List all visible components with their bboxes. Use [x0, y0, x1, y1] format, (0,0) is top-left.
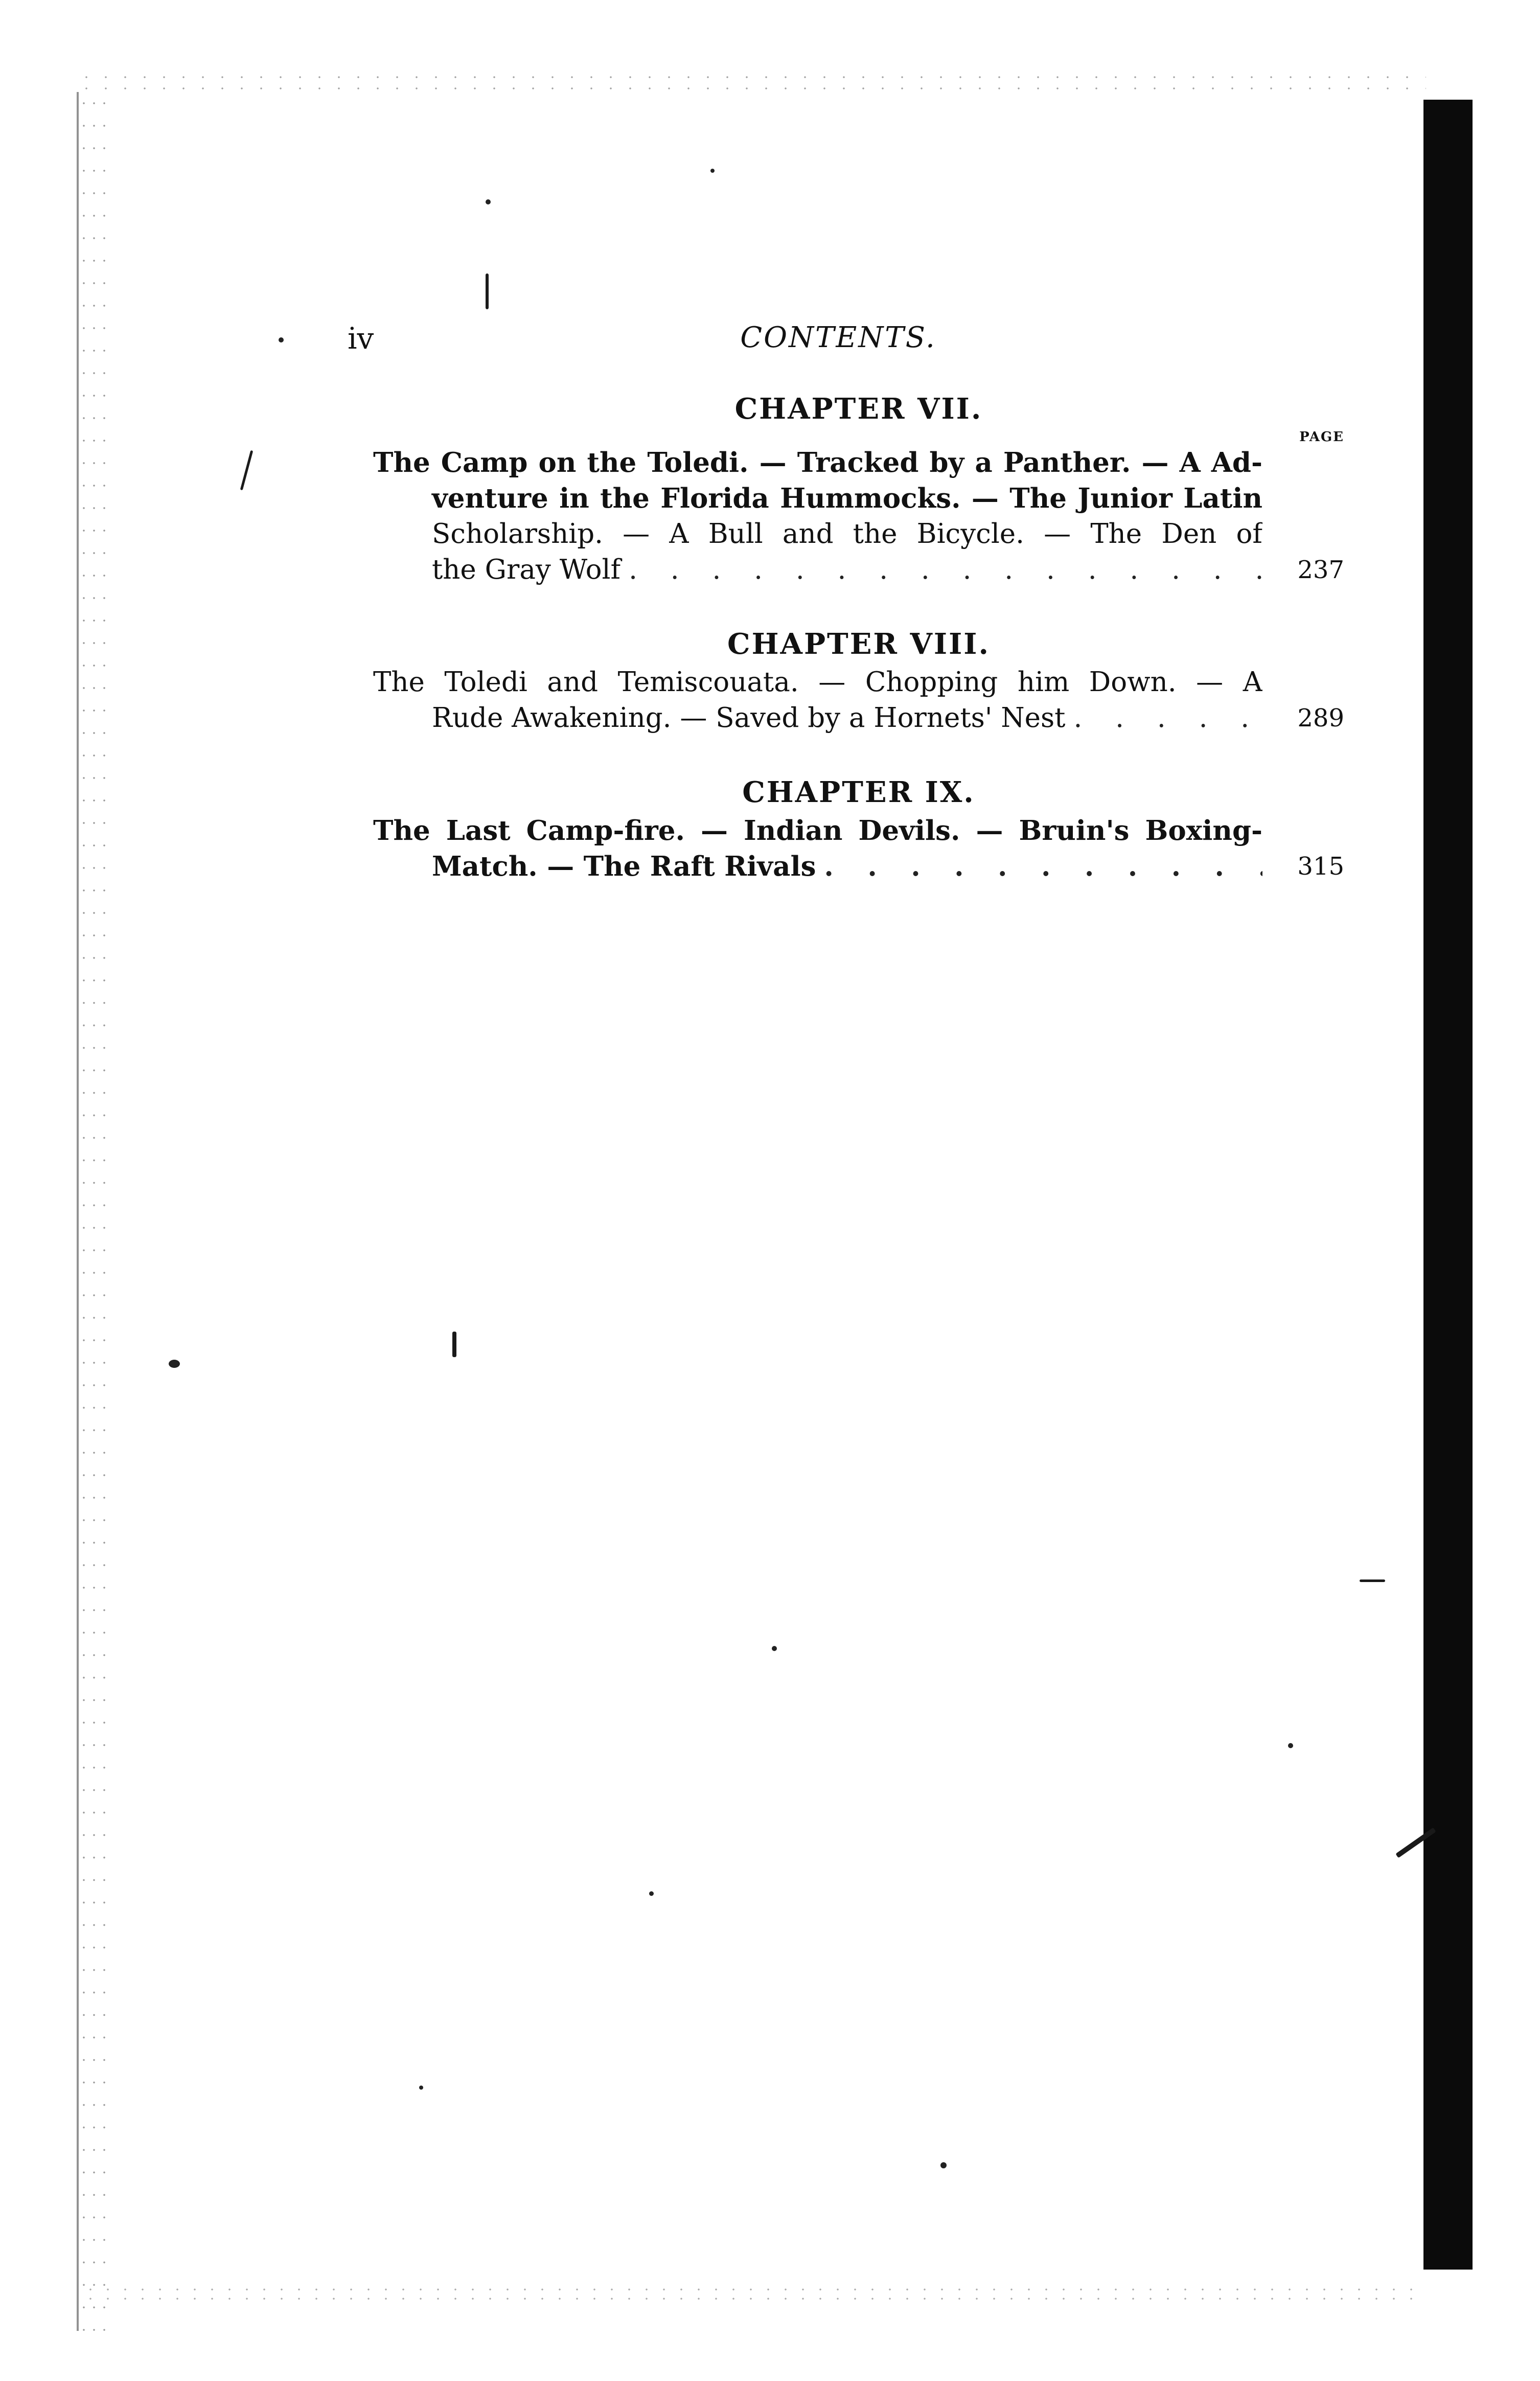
stroke-mark	[452, 1332, 456, 1357]
chapter-heading: CHAPTER VII.	[734, 392, 983, 426]
page-number: iv	[348, 321, 374, 356]
entry-page-number: 289	[1297, 704, 1344, 732]
scan-edge-top	[77, 72, 1426, 92]
page-column-label: PAGE	[1299, 429, 1344, 445]
dot-leader	[1065, 700, 1262, 736]
speck	[649, 1891, 654, 1896]
speck	[772, 1646, 777, 1651]
entry-line: venture in the Florida Hummocks. — The Junior Latin	[432, 483, 1262, 514]
speck	[279, 337, 284, 342]
dot-leader	[620, 552, 1262, 588]
speck	[169, 1360, 180, 1368]
chapter-block	[373, 624, 1344, 736]
chapter-block	[373, 772, 1344, 884]
entry-line: The Last Camp-fire. — Indian Devils. — Bruin's Boxing-	[373, 815, 1262, 846]
entry-line-text: Rude Awakening. — Saved by a Hornets' Nest	[432, 702, 1066, 734]
entry-line: The Toledi and Temiscouata. — Chopping him Down. — A	[373, 667, 1262, 698]
entry-line: Scholarship. — A Bull and the Bicycle. — The Den of	[432, 518, 1262, 550]
toc-entry	[373, 665, 1344, 736]
entry-line	[373, 700, 1262, 736]
scan-edge-left	[77, 92, 109, 2331]
speck	[710, 169, 715, 173]
chapter-heading: CHAPTER VIII.	[727, 627, 990, 661]
running-head	[337, 321, 1339, 367]
chapter-block	[373, 388, 1344, 588]
toc-entry	[373, 813, 1344, 884]
chapter-heading: CHAPTER IX.	[742, 775, 975, 809]
speck	[486, 199, 491, 204]
entry-line	[373, 849, 1262, 884]
speck	[1288, 1743, 1293, 1748]
scan-binding-shadow	[1423, 100, 1473, 2270]
entry-line: The Camp on the Toledi. — Tracked by a Panther. — A Ad-	[373, 447, 1262, 478]
table-of-contents	[373, 388, 1344, 920]
speck	[419, 2086, 423, 2090]
page-title: CONTENTS.	[740, 321, 936, 354]
entry-line	[373, 552, 1262, 588]
entry-line-text: the Gray Wolf	[432, 554, 621, 585]
stroke-mark	[486, 273, 489, 309]
stroke-mark	[240, 450, 254, 491]
toc-entry	[373, 445, 1344, 588]
entry-page-number: 237	[1297, 556, 1344, 584]
scan-edge-bottom	[82, 2285, 1421, 2300]
speck	[940, 2162, 947, 2168]
dot-leader	[816, 849, 1262, 884]
stroke-mark	[1360, 1579, 1385, 1582]
entry-line-text: Match. — The Raft Rivals	[432, 851, 816, 882]
entry-page-number: 315	[1297, 852, 1344, 881]
